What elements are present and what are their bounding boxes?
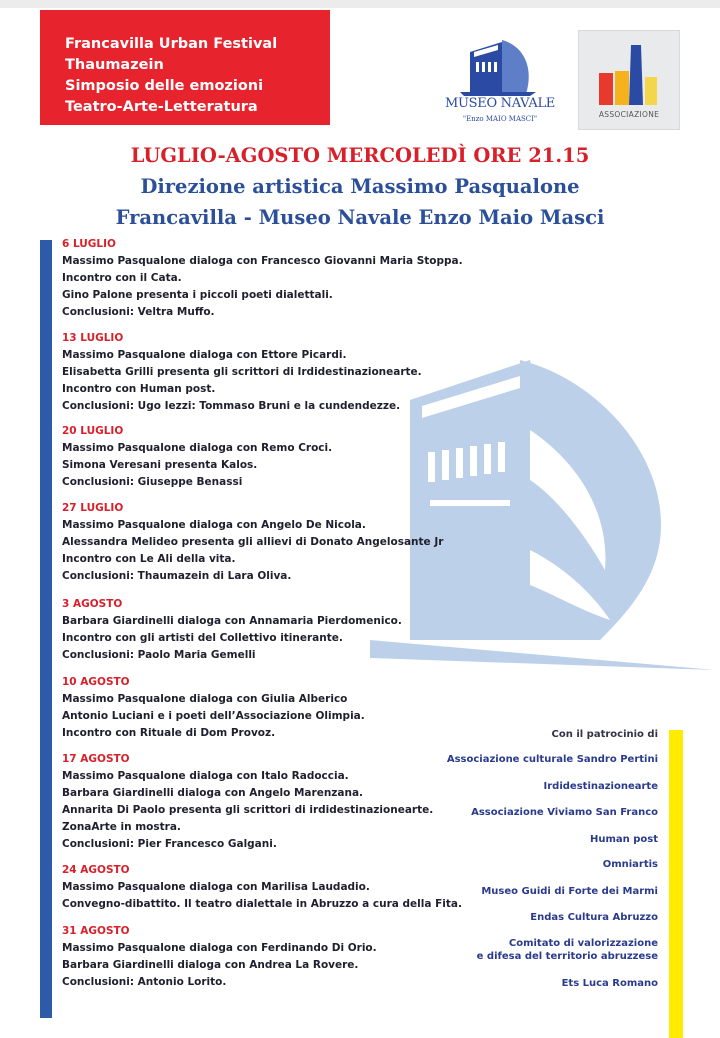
event-10-agosto <box>62 674 482 742</box>
event-line: Conclusioni: Ugo Iezzi: Tommaso Bruni e la cundendezze. <box>62 400 401 412</box>
event-line: Conclusioni: Paolo Maria Gemelli <box>62 649 256 661</box>
event-date: 3 AGOSTO <box>62 598 123 610</box>
schedule-headline: LUGLIO-AGOSTO MERCOLEDÌ ORE 21.15 <box>130 144 590 167</box>
event-line: Massimo Pasqualone dialoga con Italo Radoccia. <box>62 770 349 782</box>
event-line: Incontro con il Cata. <box>62 272 182 284</box>
sponsor-item: Irdidestinazionearte <box>543 781 658 792</box>
festival-title-line: Simposio delle emozioni <box>65 78 264 94</box>
event-line: Massimo Pasqualone dialoga con Ferdinando Di Orio. <box>62 942 377 954</box>
event-31-agosto <box>62 923 482 991</box>
event-27-luglio <box>62 500 482 585</box>
festival-title-line: Francavilla Urban Festival <box>65 36 278 52</box>
artistic-direction: Direzione artistica Massimo Pasqualone <box>140 175 580 198</box>
event-line: Massimo Pasqualone dialoga con Ettore Picardi. <box>62 349 347 361</box>
event-line: Conclusioni: Antonio Lorito. <box>62 976 227 988</box>
event-line: Massimo Pasqualone dialoga con Francesco Giovanni Maria Stoppa. <box>62 255 463 267</box>
sponsor-item: Endas Cultura Abruzzo <box>530 912 658 923</box>
event-date: 31 AGOSTO <box>62 925 130 937</box>
event-24-agosto <box>62 862 482 913</box>
event-date: 10 AGOSTO <box>62 676 130 688</box>
sponsor-item: Comitato di valorizzazione <box>508 938 658 949</box>
event-line: Conclusioni: Giuseppe Benassi <box>62 476 243 488</box>
event-date: 17 AGOSTO <box>62 753 130 765</box>
event-line: Incontro con gli artisti del Collettivo itinerante. <box>62 632 343 644</box>
event-line: Antonio Luciani e i poeti dell’Associazione Olimpia. <box>62 710 365 722</box>
museo-logo-title: MUSEO NAVALE <box>445 96 555 111</box>
event-line: Incontro con Le Ali della vita. <box>62 553 236 565</box>
event-line: Massimo Pasqualone dialoga con Marilisa Laudadio. <box>62 881 370 893</box>
associazione-logo-label: ASSOCIAZIONE <box>598 110 660 119</box>
event-line: Barbara Giardinelli dialoga con Annamaria Pierdomenico. <box>62 615 402 627</box>
tower-sail-icon <box>460 40 536 96</box>
event-line: Gino Palone presenta i piccoli poeti dialettali. <box>62 289 333 301</box>
sponsor-item: Museo Guidi di Forte dei Marmi <box>481 886 658 897</box>
event-line: Conclusioni: Veltra Muffo. <box>62 306 215 318</box>
event-20-luglio <box>62 423 482 491</box>
sponsor-item: Omniartis <box>602 859 658 870</box>
event-line: Convegno-dibattito. Il teatro dialettale in Abruzzo a cura della Fita. <box>62 898 462 910</box>
sponsor-item: Human post <box>589 834 658 845</box>
event-line: Incontro con Rituale di Dom Provoz. <box>62 727 276 739</box>
event-line: Annarita Di Paolo presenta gli scrittori di irdidestinazionearte. <box>62 804 434 816</box>
event-line: Elisabetta Grilli presenta gli scrittori di Irdidestinazionearte. <box>62 366 422 378</box>
event-line: Massimo Pasqualone dialoga con Angelo De Nicola. <box>62 519 366 531</box>
event-date: 24 AGOSTO <box>62 864 130 876</box>
event-line: Conclusioni: Pier Francesco Galgani. <box>62 838 277 850</box>
event-date: 20 LUGLIO <box>62 425 124 437</box>
event-line: Barbara Giardinelli dialoga con Angelo Marenzana. <box>62 787 364 799</box>
event-line: Simona Veresani presenta Kalos. <box>62 459 258 471</box>
patronage-intro: Con il patrocinio di <box>551 729 658 740</box>
event-line: Incontro con Human post. <box>62 383 216 395</box>
sponsor-item: Associazione culturale Sandro Pertini <box>446 754 658 765</box>
event-line: Massimo Pasqualone dialoga con Remo Croci. <box>62 442 333 454</box>
event-date: 27 LUGLIO <box>62 502 124 514</box>
festival-title-line: Teatro-Arte-Letteratura <box>65 99 258 115</box>
yellow-side-bar <box>669 730 683 1038</box>
event-13-luglio <box>62 330 482 415</box>
museo-logo-subtitle: "Enzo MAIO MASCI" <box>462 115 538 123</box>
event-17-agosto <box>62 751 482 853</box>
sponsor-item: e difesa del territorio abruzzese <box>476 951 658 962</box>
event-line: ZonaArte in mostra. <box>62 821 181 833</box>
sponsor-item: Associazione Viviamo San Franco <box>471 807 658 818</box>
event-line: Conclusioni: Thaumazein di Lara Oliva. <box>62 570 292 582</box>
venue-line: Francavilla - Museo Navale Enzo Maio Masci <box>115 206 605 229</box>
top-strip <box>0 0 720 8</box>
festival-title-box <box>40 10 330 125</box>
festival-title-line: Thaumazein <box>65 57 164 73</box>
event-line: Massimo Pasqualone dialoga con Giulia Alberico <box>62 693 348 705</box>
sponsor-item: Ets Luca Romano <box>561 978 658 989</box>
event-date: 6 LUGLIO <box>62 238 116 250</box>
event-3-agosto <box>62 596 482 664</box>
event-line: Alessandra Melideo presenta gli allievi di Donato Angelosante Jr <box>62 536 444 548</box>
event-date: 13 LUGLIO <box>62 332 124 344</box>
event-line: Barbara Giardinelli dialoga con Andrea La Rovere. <box>62 959 359 971</box>
event-6-luglio <box>62 236 482 321</box>
blue-side-bar <box>40 240 52 1018</box>
